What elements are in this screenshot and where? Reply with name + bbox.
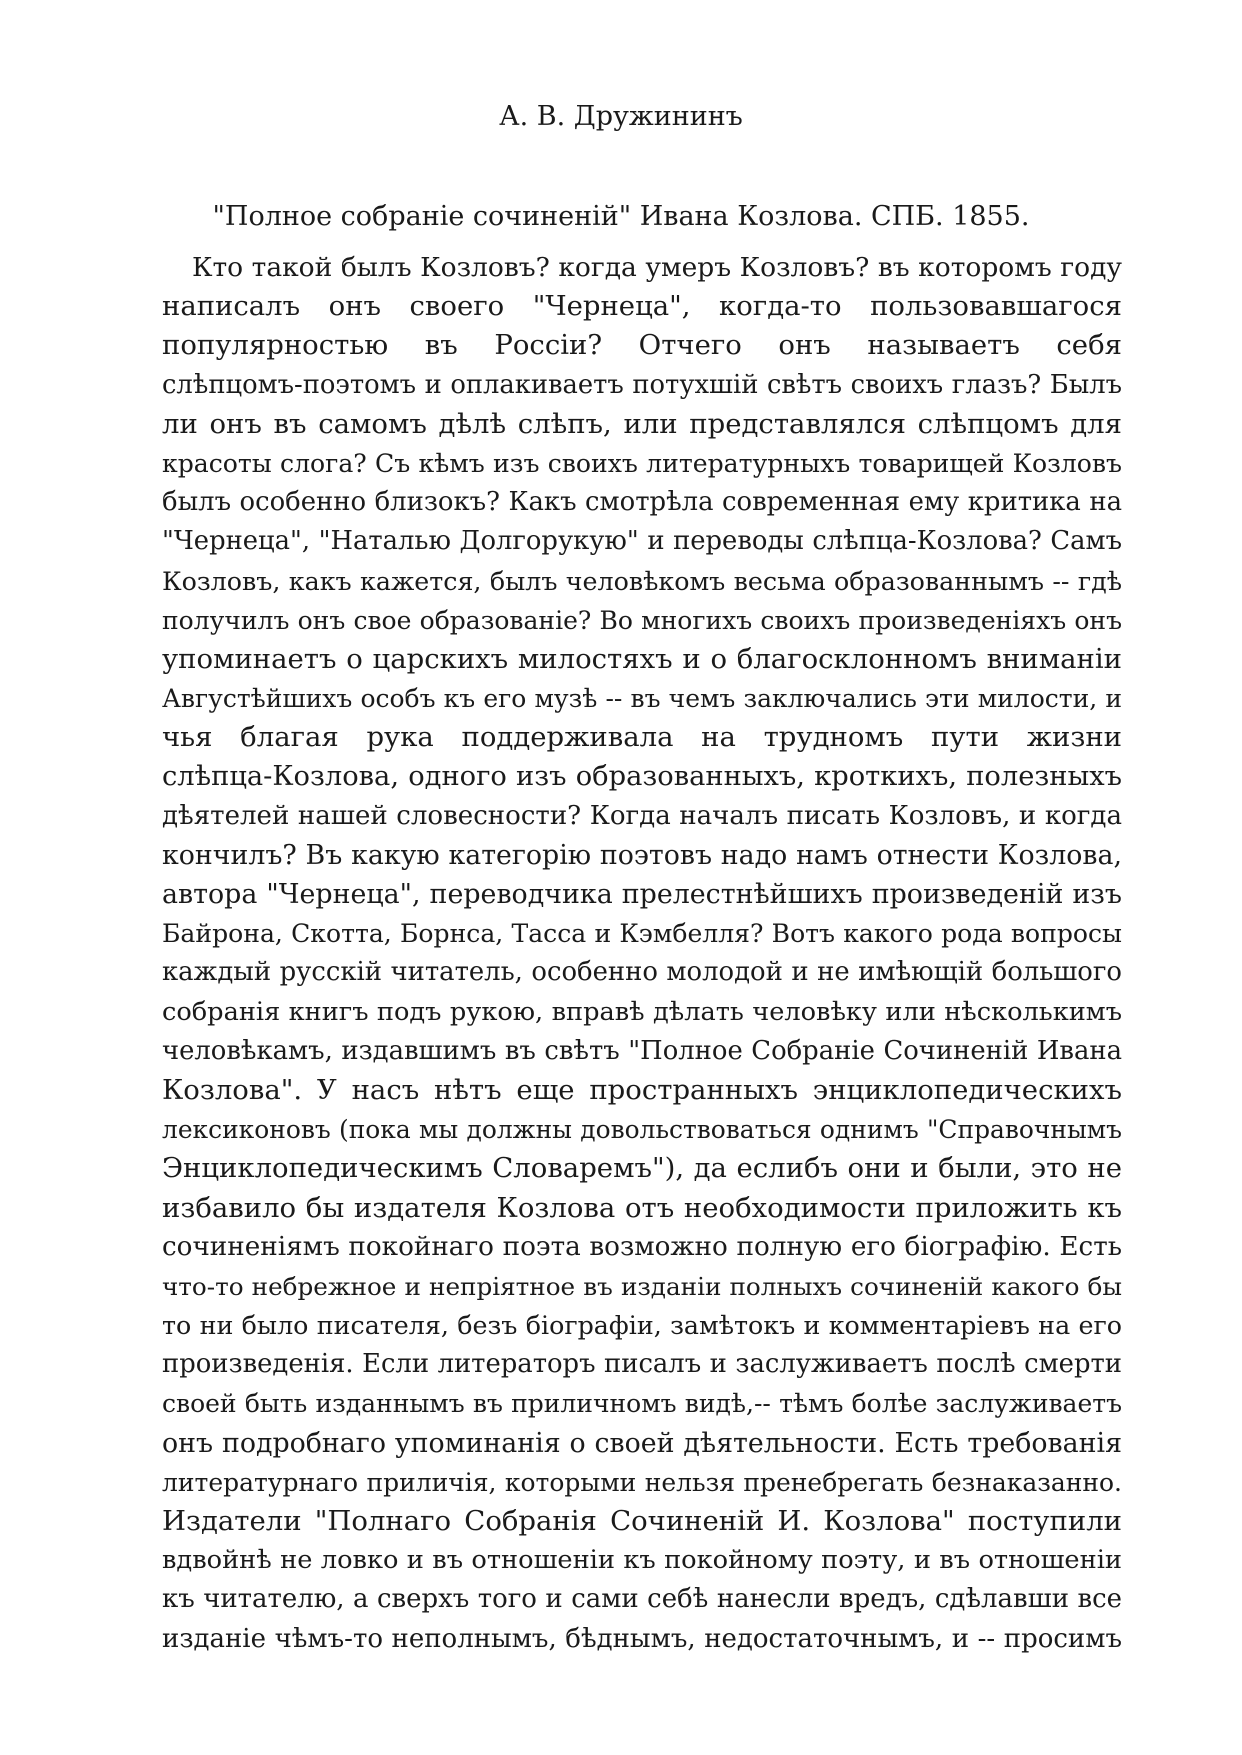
text-line: своей быть изданнымъ въ приличномъ видѣ,-- тѣмъ болѣе заслуживаетъ: [162, 1389, 1122, 1419]
text-line: онъ подробнаго упоминанія о своей дѣятельности. Есть требованія: [162, 1427, 1122, 1459]
text-line: собранія книгъ подъ рукою, вправѣ дѣлать человѣку или нѣсколькимъ: [162, 996, 1122, 1027]
text-line: то ни было писателя, безъ біографіи, замѣтокъ и комментаріевъ на его: [162, 1310, 1122, 1341]
body-paragraph: [162, 248, 1122, 1659]
text-line: Издатели "Полнаго Собранія Сочиненій И. Козлова" поступили: [162, 1505, 1122, 1537]
document-title: "Полное собраніе сочиненій" Ивана Козлова. СПБ. 1855.: [212, 201, 1030, 232]
text-line: автора "Чернеца", переводчика прелестнѣйшихъ произведеній изъ: [162, 879, 1122, 910]
text-line: каждый русскій читатель, особенно молодой и не имѣющій большого: [162, 957, 1122, 988]
text-line: лексиконовъ (пока мы должны довольствоваться однимъ "Справочнымъ: [162, 1115, 1122, 1145]
text-line: Козлова". У насъ нѣтъ еще пространныхъ энциклопедическихъ: [162, 1073, 1122, 1106]
text-line: Байрона, Скотта, Борнса, Тасса и Кэмбелля? Вотъ какого рода вопросы: [162, 919, 1122, 949]
text-line: получилъ онъ свое образованіе? Во многихъ своихъ произведеніяхъ онъ: [162, 605, 1122, 635]
text-line: къ читателю, а сверхъ того и сами себѣ нанесли вредъ, сдѣлавши все: [162, 1584, 1122, 1615]
text-line: человѣкамъ, издавшимъ въ свѣтъ "Полное Собраніе Сочиненій Ивана: [162, 1035, 1122, 1066]
text-line: чья благая рука поддерживала на трудномъ пути жизни: [162, 721, 1122, 754]
text-line: сочиненіямъ покойнаго поэта возможно полную его біографію. Есть: [162, 1231, 1122, 1262]
text-line: Августѣйшихъ особъ къ его музѣ -- въ чемъ заключались эти милости, и: [162, 684, 1122, 714]
text-line: вдвойнѣ не ловко и въ отношеніи къ покойному поэту, и въ отношеніи: [162, 1545, 1122, 1576]
text-line: изданіе чѣмъ-то неполнымъ, бѣднымъ, недостаточнымъ, и -- просимъ: [162, 1623, 1122, 1654]
text-line: Энциклопедическимъ Словаремъ"), да еслибъ они и были, это не: [162, 1152, 1122, 1185]
text-line: ли онъ въ самомъ дѣлѣ слѣпъ, или представлялся слѣпцомъ для: [162, 407, 1122, 440]
text-line: написалъ онъ своего "Чернеца", когда-то пользовавшагося: [162, 290, 1122, 323]
text-line: что-то небрежное и непріятное въ изданіи полныхъ сочиненій какого бы: [162, 1271, 1122, 1301]
text-line: популярностью въ Россіи? Отчего онъ называетъ себя: [162, 329, 1122, 362]
text-line: "Чернеца", "Наталью Долгорукую" и переводы слѣпца-Козлова? Самъ: [162, 526, 1122, 557]
text-line: былъ особенно близокъ? Какъ смотрѣла современная ему критика на: [162, 487, 1122, 518]
author-name: А. В. Дружининъ: [499, 101, 743, 132]
text-line: кончилъ? Въ какую категорію поэтовъ надо намъ отнести Козлова,: [162, 839, 1122, 871]
text-line: произведенія. Если литераторъ писалъ и заслуживаетъ послѣ смерти: [162, 1349, 1122, 1380]
text-line: Кто такой былъ Козловъ? когда умеръ Козловъ? въ которомъ году: [192, 252, 1122, 283]
text-line: упоминаетъ о царскихъ милостяхъ и о благосклонномъ вниманіи: [162, 642, 1122, 675]
text-line: Козловъ, какъ кажется, былъ человѣкомъ весьма образованнымъ -- гдѣ: [162, 565, 1122, 596]
text-line: избавило бы издателя Козлова отъ необходимости приложить къ: [162, 1191, 1122, 1224]
text-line: слѣпцомъ-поэтомъ и оплакиваетъ потухшій свѣтъ своихъ глазъ? Былъ: [162, 369, 1122, 400]
text-line: красоты слога? Съ кѣмъ изъ своихъ литературныхъ товарищей Козловъ: [162, 448, 1122, 478]
text-line: слѣпца-Козлова, одного изъ образованныхъ, кроткихъ, полезныхъ: [162, 761, 1122, 793]
text-line: дѣятелей нашей словесности? Когда началъ писать Козловъ, и когда: [162, 800, 1122, 831]
text-line: литературнаго приличія, которыми нельзя пренебрегать безнаказанно.: [162, 1467, 1122, 1497]
